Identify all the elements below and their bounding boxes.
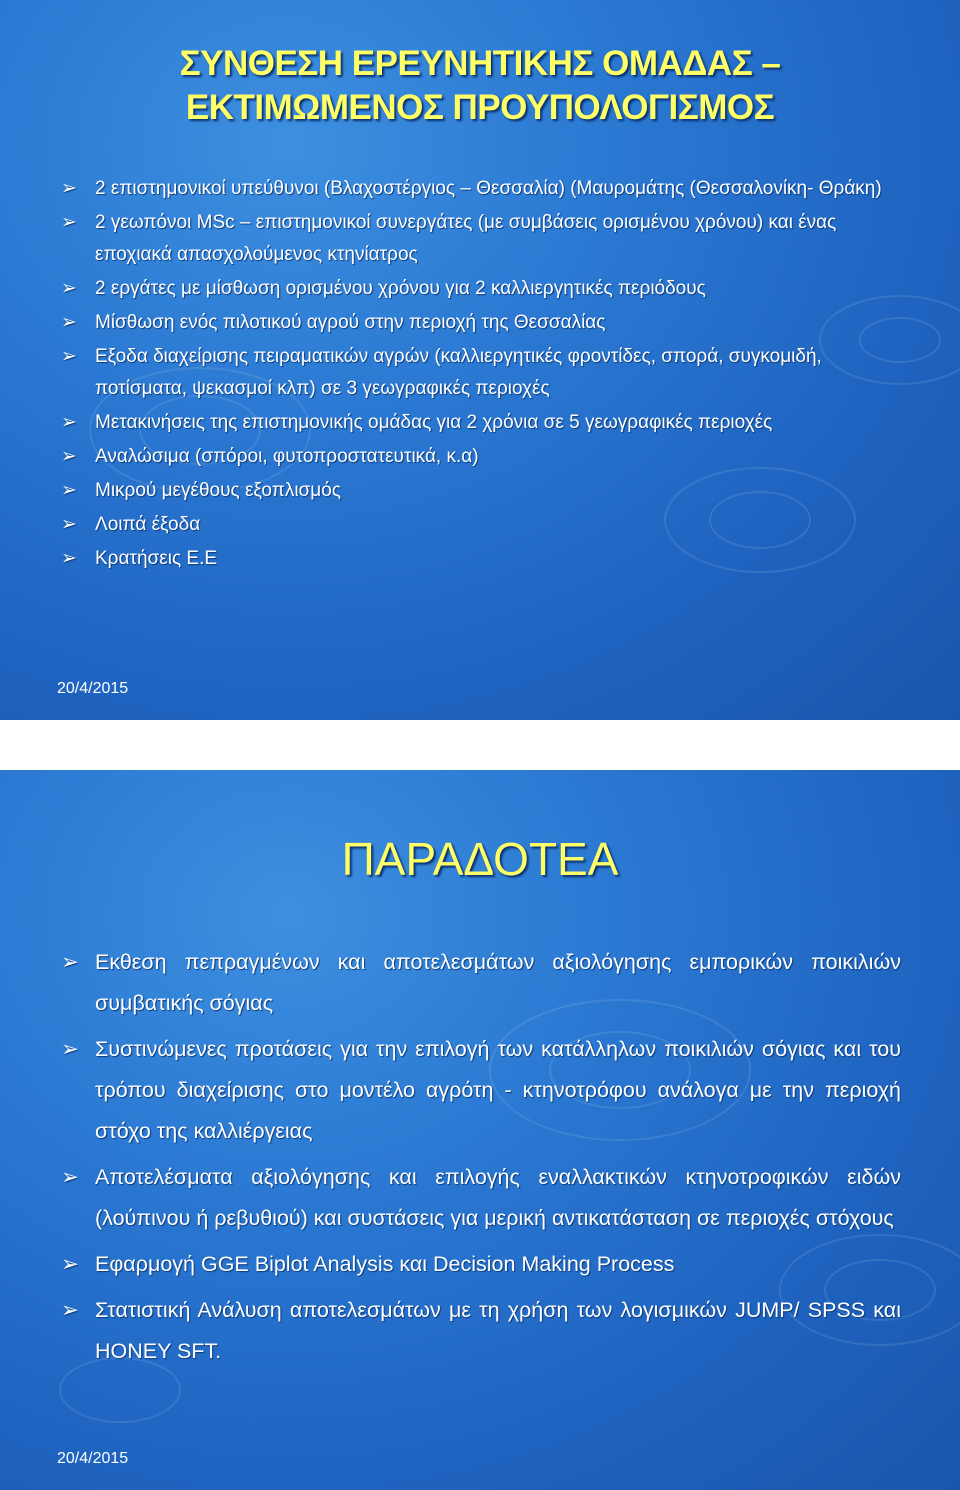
list-item [61, 942, 901, 1024]
list-item-text: Εξοδα διαχείρισης πειραματικών αγρών (καλλιεργητικές φροντίδες, σπορά, συγκομιδή, ποτίσματα, ψεκασμοί κλπ) σε 3 γεωγραφικές περιοχές [95, 346, 822, 399]
arrow-bullet-icon: ➢ [61, 346, 77, 367]
arrow-bullet-icon: ➢ [61, 1165, 80, 1189]
list-item [61, 1244, 901, 1285]
slide-title-line-1: ΣΥΝΘΕΣΗ ΕΡΕΥΝΗΤΙΚΗΣ ΟΜΑΔΑΣ – [179, 44, 781, 83]
list-item [61, 441, 915, 473]
arrow-bullet-icon: ➢ [61, 412, 77, 433]
list-item [61, 1290, 901, 1372]
slide-date: 20/4/2015 [57, 1450, 129, 1467]
list-item-text: Λοιπά έξοδα [95, 514, 201, 535]
arrow-bullet-icon: ➢ [61, 212, 77, 233]
slide-title-line-2: ΕΚΤΙΜΩΜΕΝΟΣ ΠΡΟΥΠΟΛΟΓΙΣΜΟΣ [185, 88, 775, 127]
list-item-text: 2 επιστημονικοί υπεύθυνοι (Βλαχοστέργιος – Θεσσαλία) (Μαυρομάτης (Θεσσαλονίκη- Θράκη) [95, 178, 882, 199]
slide-title: ΠΑΡΑΔΟΤΕΑ [341, 833, 619, 885]
arrow-bullet-icon: ➢ [61, 278, 77, 299]
list-item-text: Αποτελέσματα αξιολόγησης και επιλογής εναλλακτικών κτηνοτροφικών ειδών (λούπινου ή ρεβυθιού) και συστάσεις για μερική αντικατάσταση σε περιοχές στόχους [95, 1165, 901, 1230]
arrow-bullet-icon: ➢ [61, 514, 77, 535]
list-item [61, 173, 915, 205]
budget-list [61, 173, 915, 577]
list-item-text: Συστινώμενες προτάσεις για την επιλογή των κατάλληλων ποικιλιών σόγιας και του τρόπου διαχείρισης στο μοντέλο αγρότη - κτηνοτρόφου ανάλογα με την περιοχή στόχο της καλλιέργειας [95, 1037, 901, 1143]
arrow-bullet-icon: ➢ [61, 446, 77, 467]
list-item-text: Μετακινήσεις της επιστημονικής ομάδας για 2 χρόνια σε 5 γεωγραφικές περιοχές [95, 412, 773, 433]
list-item-text: Κρατήσεις Ε.Ε [95, 548, 218, 569]
arrow-bullet-icon: ➢ [61, 312, 77, 333]
list-item-text: Εκθεση πεπραγμένων και αποτελεσμάτων αξιολόγησης εμπορικών ποικιλιών συμβατικής σόγιας [95, 950, 901, 1015]
list-item-text: Εφαρμογή GGE Biplot Analysis και Decision Making Process [95, 1252, 675, 1276]
deliverables-list [61, 942, 901, 1377]
list-item [61, 543, 915, 575]
slide-budget [0, 0, 960, 720]
list-item [61, 407, 915, 439]
slide-title [0, 42, 960, 130]
arrow-bullet-icon: ➢ [61, 480, 77, 501]
list-item [61, 1157, 901, 1239]
list-item [61, 341, 915, 405]
list-item [61, 307, 915, 339]
list-item-text: 2 γεωπόνοι MSc – επιστημονικοί συνεργάτες (με συμβάσεις ορισμένου χρόνου) και ένας εποχιακά απασχολούμενος κτηνίατρος [95, 212, 837, 265]
list-item [61, 207, 915, 271]
arrow-bullet-icon: ➢ [61, 1037, 80, 1061]
list-item-text: Μίσθωση ενός πιλοτικού αγρού στην περιοχή της Θεσσαλίας [95, 312, 606, 333]
arrow-bullet-icon: ➢ [61, 178, 77, 199]
arrow-bullet-icon: ➢ [61, 548, 77, 569]
list-item-text: Αναλώσιμα (σπόροι, φυτοπροστατευτικά, κ.α) [95, 446, 479, 467]
list-item [61, 1029, 901, 1152]
list-item-text: 2 εργάτες με μίσθωση ορισμένου χρόνου για 2 καλλιεργητικές περιόδους [95, 278, 706, 299]
arrow-bullet-icon: ➢ [61, 1252, 80, 1276]
list-item-text: Μικρού μεγέθους εξοπλισμός [95, 480, 341, 501]
list-item [61, 273, 915, 305]
arrow-bullet-icon: ➢ [61, 950, 80, 974]
list-item-text: Στατιστική Ανάλυση αποτελεσμάτων με τη χρήση των λογισμικών JUMP/ SPSS και HONEY SFT. [95, 1298, 901, 1363]
list-item [61, 475, 915, 507]
list-item [61, 509, 915, 541]
slide-deliverables [0, 770, 960, 1490]
arrow-bullet-icon: ➢ [61, 1298, 80, 1322]
slide-date: 20/4/2015 [57, 680, 129, 697]
